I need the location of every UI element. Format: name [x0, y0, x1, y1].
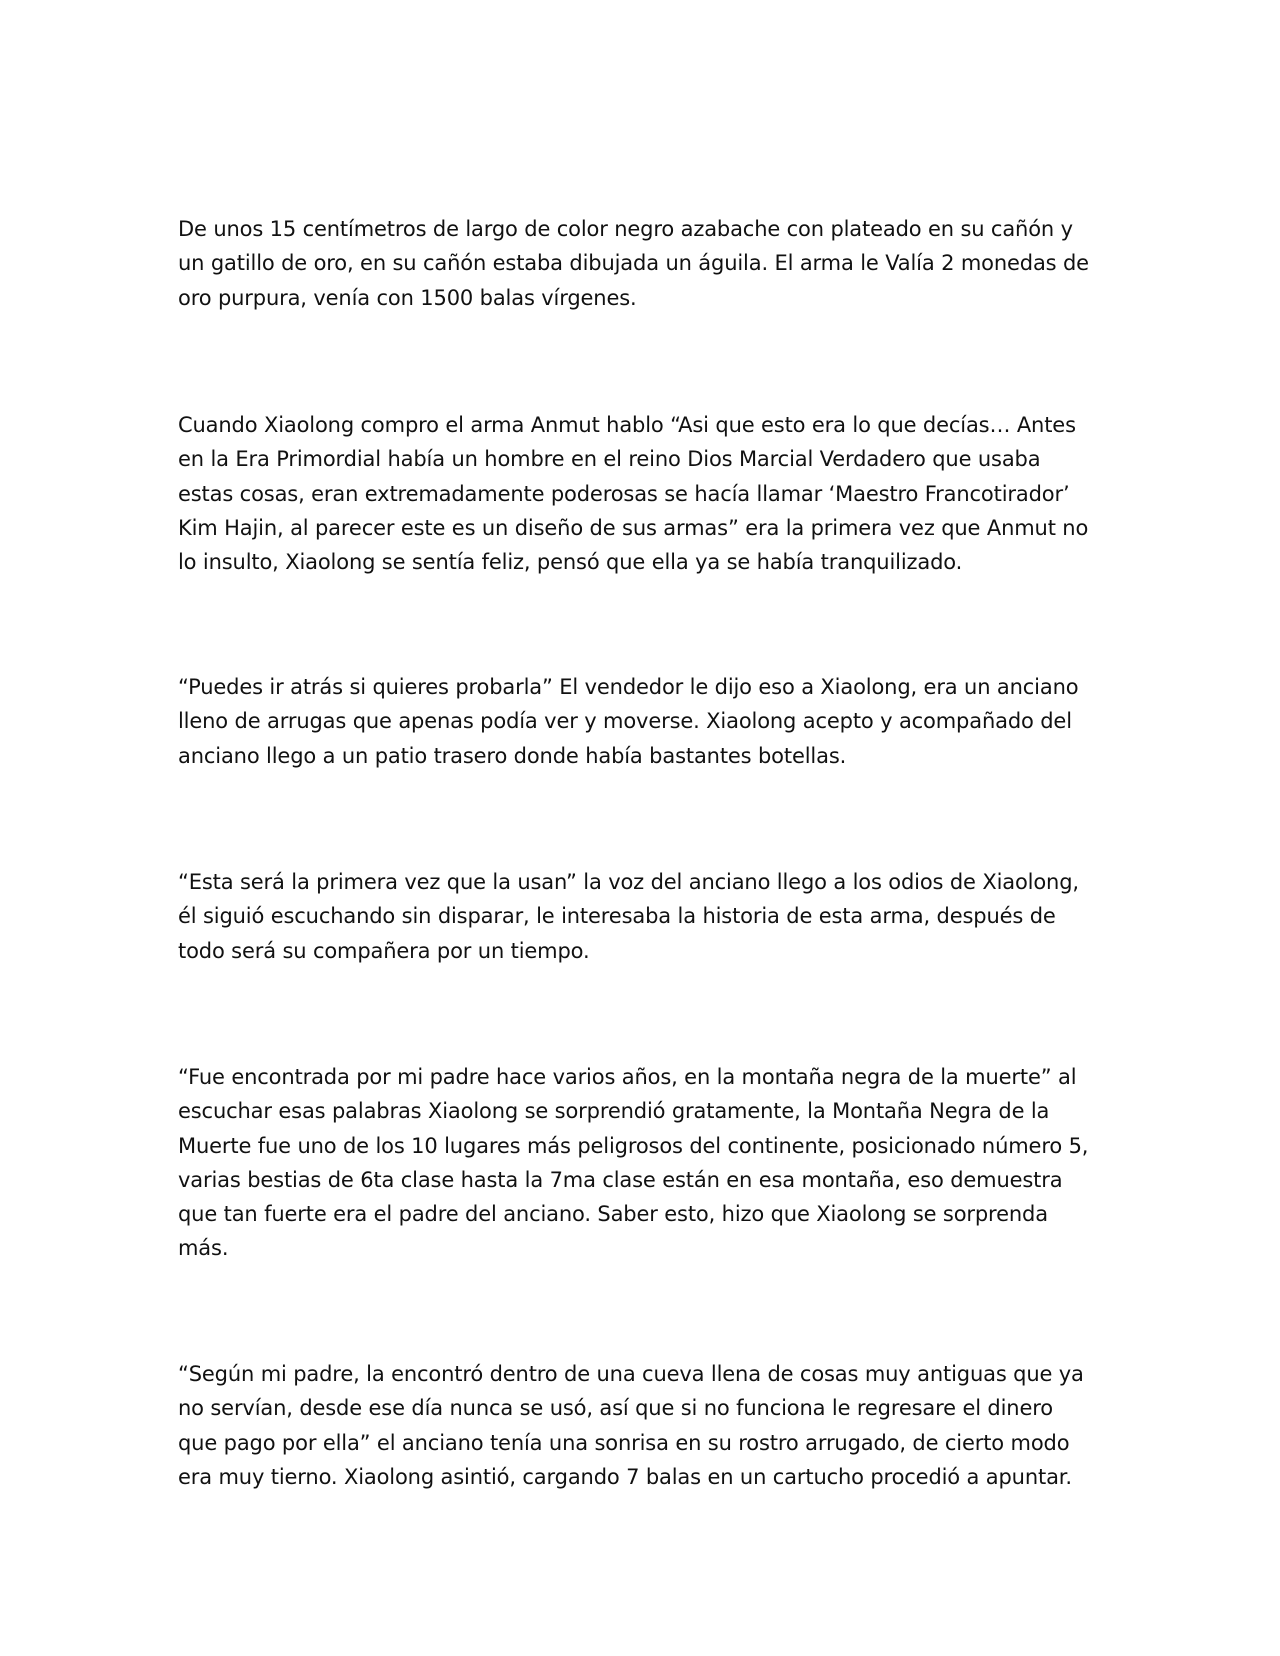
text-line: “Puedes ir atrás si quieres probarla” El vendedor le dijo eso a Xiaolong, era un anciano [178, 675, 1079, 699]
text-line: todo será su compañera por un tiempo. [178, 938, 590, 963]
text-line: un gatillo de oro, en su cañón estaba dibujada un águila. El arma le Valía 2 monedas de [178, 251, 1089, 276]
text-line: “Según mi padre, la encontró dentro de una cueva llena de cosas muy antiguas que ya [178, 1362, 1084, 1386]
text-line: era muy tierno. Xiaolong asintió, cargando 7 balas en un cartucho procedió a apuntar. [178, 1464, 1072, 1489]
text-line: Muerte fue uno de los 10 lugares más peligrosos del continente, posicionado número 5, [178, 1133, 1089, 1158]
paragraph-2 [178, 408, 1118, 579]
text-line: Cuando Xiaolong compro el arma Anmut hablo “Asi que esto era lo que decías… Antes [178, 413, 1076, 437]
text-line: anciano llego a un patio trasero donde había bastantes botellas. [178, 743, 847, 768]
text-line: lleno de arrugas que apenas podía ver y moverse. Xiaolong acepto y acompañado del [178, 709, 1072, 734]
paragraph-6 [178, 1357, 1118, 1494]
paragraph-1 [178, 212, 1118, 315]
text-line: no servían, desde ese día nunca se usó, así que si no funciona le regresare el dinero [178, 1396, 1053, 1421]
paragraph-3 [178, 670, 1118, 773]
text-line: que pago por ella” el anciano tenía una sonrisa en su rostro arrugado, de cierto modo [178, 1430, 1070, 1455]
text-line: él siguió escuchando sin disparar, le interesaba la historia de esta arma, después de [178, 904, 1056, 929]
paragraph-5 [178, 1060, 1118, 1266]
text-line: “Fue encontrada por mi padre hace varios años, en la montaña negra de la muerte” al [178, 1065, 1077, 1089]
text-line: oro purpura, venía con 1500 balas vírgenes. [178, 285, 637, 310]
text-line: que tan fuerte era el padre del anciano. Saber esto, hizo que Xiaolong se sorprenda [178, 1202, 1048, 1227]
text-line: “Esta será la primera vez que la usan” la voz del anciano llego a los odios de Xiaolong, [178, 870, 1079, 894]
text-line: varias bestias de 6ta clase hasta la 7ma clase están en esa montaña, eso demuestra [178, 1167, 1063, 1192]
text-line: estas cosas, eran extremadamente poderosas se hacía llamar ‘Maestro Francotirador’ [178, 481, 1070, 506]
text-line: más. [178, 1236, 229, 1261]
text-line: lo insulto, Xiaolong se sentía feliz, pensó que ella ya se había tranquilizado. [178, 550, 963, 575]
text-line: Kim Hajin, al parecer este es un diseño de sus armas” era la primera vez que Anmut no [178, 515, 1089, 540]
text-line: en la Era Primordial había un hombre en el reino Dios Marcial Verdadero que usaba [178, 447, 1041, 472]
text-line: De unos 15 centímetros de largo de color negro azabache con plateado en su cañón y [178, 217, 1073, 241]
text-line: escuchar esas palabras Xiaolong se sorprendió gratamente, la Montaña Negra de la [178, 1099, 1050, 1124]
paragraph-4 [178, 865, 1118, 968]
